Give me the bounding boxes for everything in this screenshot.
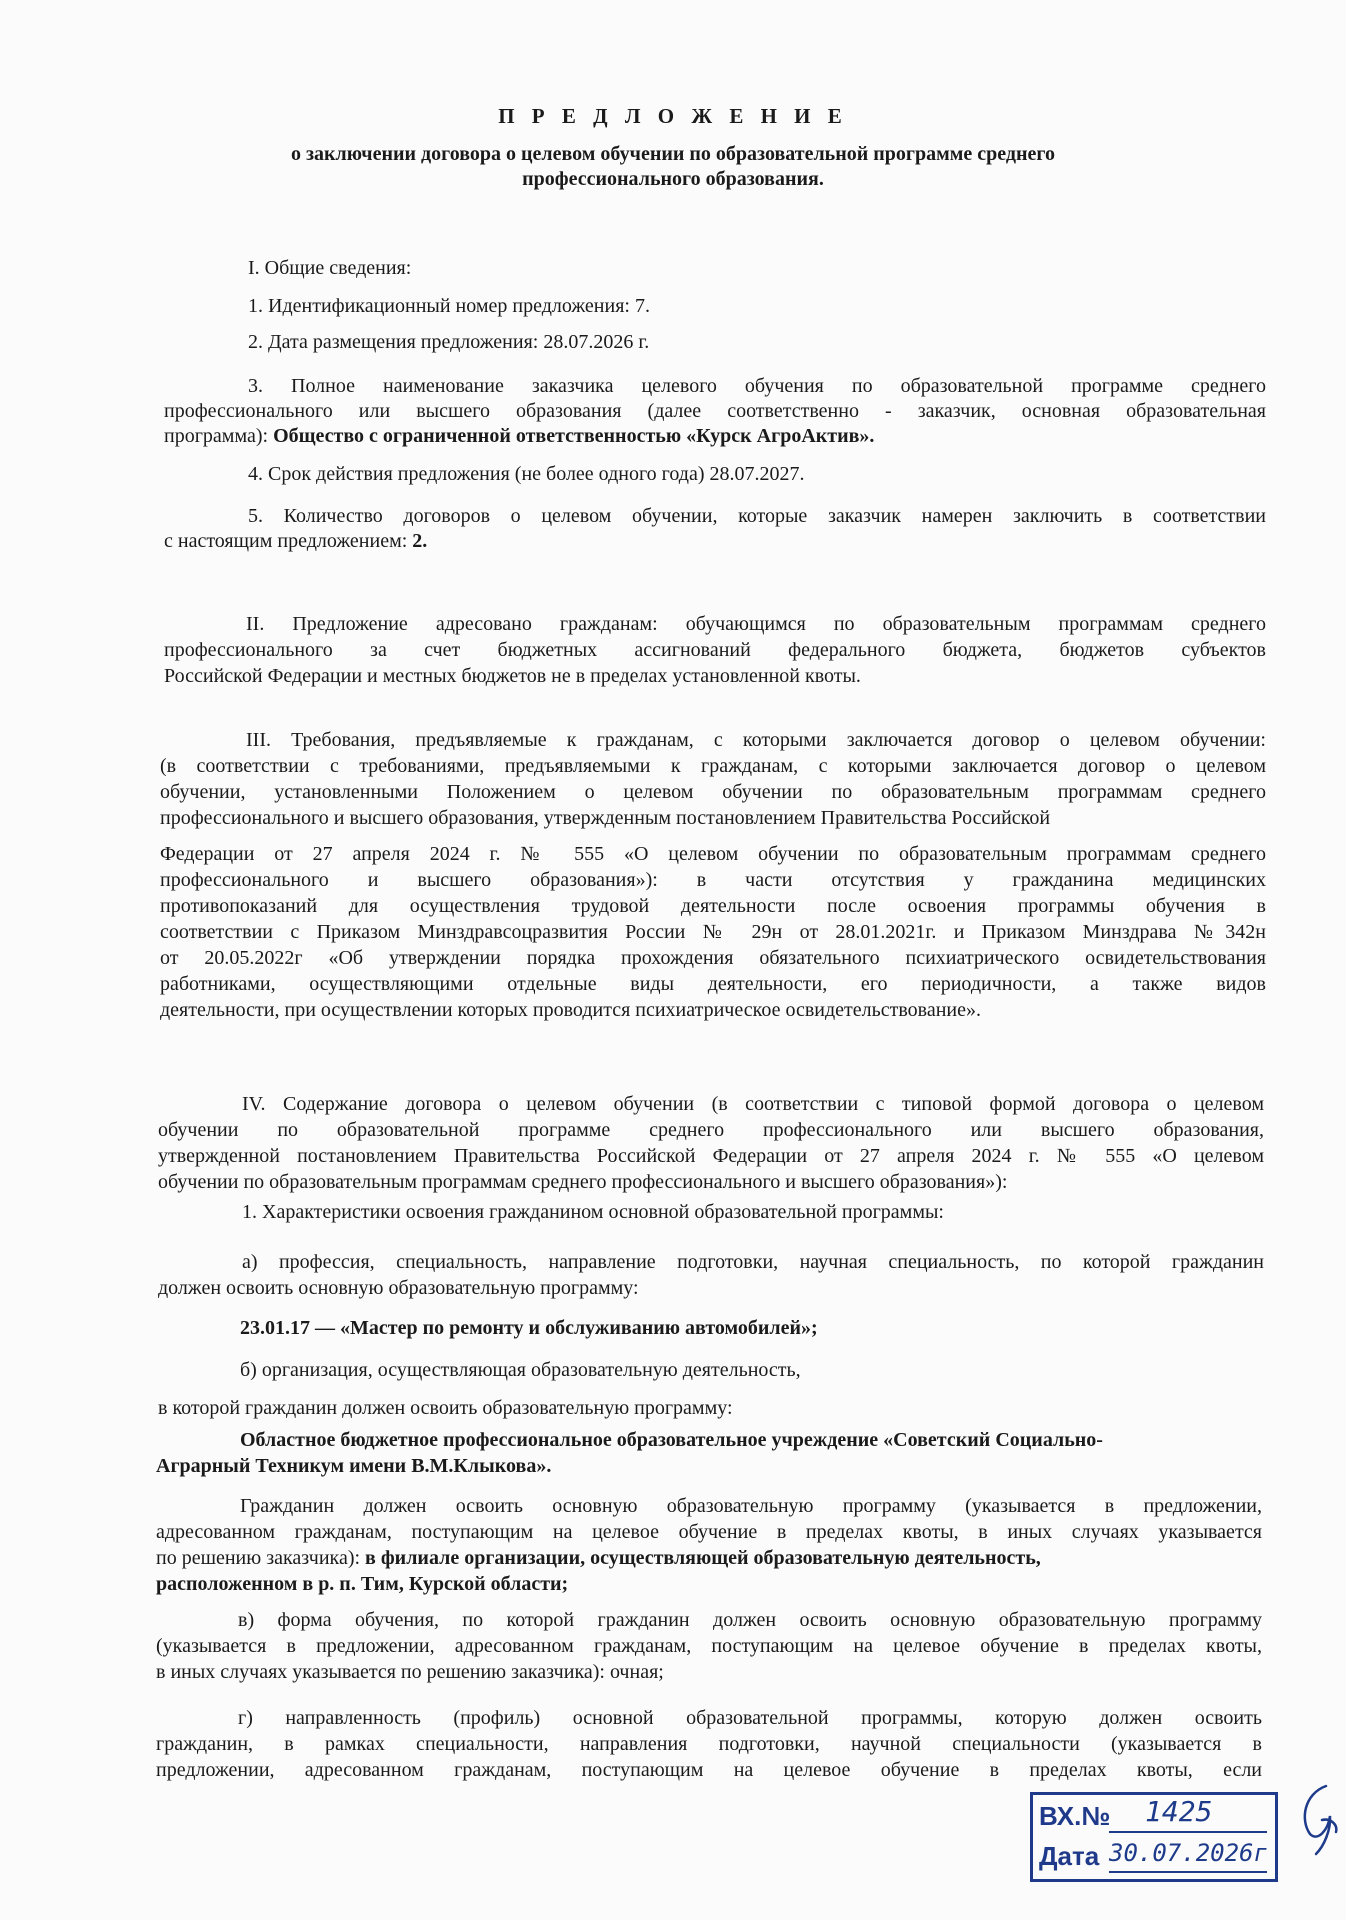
section-4-point-1: 1. Характеристики освоения гражданином основной образовательной программы: (242, 1201, 944, 1223)
incoming-stamp (1030, 1792, 1278, 1882)
section-1-item-3-line-3: программа): Общество с ограниченной ответственностью «Курск АгроАктив». (164, 425, 875, 447)
section-4-gg-line-1: г) направленность (профиль) основной образовательной программы, которую должен освоить (238, 1707, 1262, 1729)
section-3-line-9: от 20.05.2022г «Об утверждении порядка прохождения обязательного психиатрического освидетельствования (160, 947, 1266, 969)
section-4-gg-line-3: предложении, адресованном гражданам, поступающим на целевое обучение в пределах квоты, если (156, 1759, 1262, 1781)
section-1-item-4: 4. Срок действия предложения (не более одного года) 28.07.2027. (248, 463, 805, 485)
stamp-number-value: 1425 (1145, 1795, 1213, 1828)
section-4-g-line-3: по решению заказчика): в филиале организации, осуществляющей образовательную деятельность, (156, 1547, 1041, 1569)
organization-name-line-2: Аграрный Техникум имени В.М.Клыкова». (156, 1455, 552, 1477)
organization-name-line-1: Областное бюджетное профессиональное образовательное учреждение «Советский Социально- (240, 1429, 1103, 1451)
section-1-item-5-line-1: 5. Количество договоров о целевом обучении, которые заказчик намерен заключить в соответствии (248, 505, 1266, 527)
branch-location: в филиале организации, осуществляющей образовательную деятельность, (365, 1547, 1041, 1569)
stamp-number-label: ВХ.№ (1039, 1801, 1111, 1831)
section-4-b-line-1: б) организация, осуществляющая образовательную деятельность, (240, 1359, 801, 1381)
section-3-line-2: (в соответствии с требованиями, предъявляемыми к гражданам, с которыми заключается договор о целевом (160, 755, 1266, 777)
branch-location-line-2: расположенном в р. п. Тим, Курской области; (156, 1573, 569, 1595)
section-4-line-4: обучении по образовательным программам среднего профессионального и высшего образования»): (158, 1171, 1008, 1193)
section-4-a-line-1: а) профессия, специальность, направление подготовки, научная специальность, по которой гражданин (242, 1251, 1264, 1273)
stamp-date-value: 30.07.2026г (1109, 1839, 1268, 1867)
section-1-heading: I. Общие сведения: (248, 257, 412, 279)
section-2-line-3: Российской Федерации и местных бюджетов не в пределах установленной квоты. (164, 665, 861, 687)
handwritten-signature (1296, 1780, 1342, 1860)
document-subtitle-line-2: профессионального образования. (522, 168, 824, 190)
section-3-line-11: деятельности, при осуществлении которых проводится психиатрическое освидетельствование». (160, 999, 981, 1021)
section-3-line-6: профессионального и высшего образования»): в части отсутствия у гражданина медицинских (160, 869, 1266, 891)
section-1-item-1: 1. Идентификационный номер предложения: 7. (248, 295, 650, 317)
specialty-value: 23.01.17 — «Мастер по ремонту и обслуживанию автомобилей»; (240, 1317, 818, 1339)
section-4-g-line-2: адресованном гражданам, поступающим на целевое обучение в пределах квоты, в иных случаях указывается (156, 1521, 1262, 1543)
customer-name: Общество с ограниченной ответственностью «Курск АгроАктив». (273, 425, 875, 447)
section-4-line-3: утвержденной постановлением Правительства Российской Федерации от 27 апреля 2024 г. № 555 «О целевом (158, 1145, 1264, 1167)
section-3-line-5: Федерации от 27 апреля 2024 г. № 555 «О целевом обучении по образовательным программам среднего (160, 843, 1266, 865)
section-1-item-3-line-2: профессионального или высшего образования (далее соответственно - заказчик, основная образовательная (164, 400, 1266, 422)
section-3-line-4: профессионального и высшего образования, утвержденным постановлением Правительства Российской (160, 807, 1051, 829)
section-3-line-10: работниками, осуществляющими отдельные виды деятельности, его периодичности, а также видов (160, 973, 1266, 995)
document-subtitle-line-1: о заключении договора о целевом обучении по образовательной программе среднего (291, 143, 1055, 165)
section-1-item-3-line-1: 3. Полное наименование заказчика целевого обучения по образовательной программе среднего (248, 375, 1266, 397)
section-4-line-2: обучении по образовательной программе среднего профессионального или высшего образования, (158, 1119, 1264, 1141)
section-4-v-line-2: (указывается в предложении, адресованном гражданам, поступающим на целевое обучение в пределах квоты, (156, 1635, 1262, 1657)
section-3-line-8: соответствии с Приказом Минздравсоцразвития России № 29н от 28.01.2021г. и Приказом Минздрава №342н (160, 921, 1266, 943)
section-3-line-7: противопоказаний для осуществления трудовой деятельности после освоения программы обучения в (160, 895, 1266, 917)
section-2-line-2: профессионального за счет бюджетных ассигнований федерального бюджета, бюджетов субъектов (164, 639, 1266, 661)
contracts-count: 2. (412, 530, 428, 552)
section-4-b-line-2: в которой гражданин должен освоить образовательную программу: (158, 1397, 733, 1419)
section-4-gg-line-2: гражданин, в рамках специальности, направления подготовки, научной специальности (указывается в (156, 1733, 1262, 1755)
document-title: П Р Е Д Л О Ж Е Н И Е (498, 104, 848, 128)
section-1-item-2: 2. Дата размещения предложения: 28.07.2026 г. (248, 331, 650, 353)
section-1-item-5-line-2: с настоящим предложением: 2. (164, 530, 428, 552)
section-4-line-1: IV. Содержание договора о целевом обучении (в соответствии с типовой формой договора о целевом (242, 1093, 1264, 1115)
section-4-v-line-3: в иных случаях указывается по решению заказчика): очная; (156, 1661, 664, 1683)
section-3-line-1: III. Требования, предъявляемые к гражданам, с которыми заключается договор о целевом обучении: (246, 729, 1266, 751)
section-3-line-3: обучении, установленными Положением о целевом обучении по образовательным программам среднего (160, 781, 1266, 803)
section-4-g-line-1: Гражданин должен освоить основную образовательную программу (указывается в предложении, (240, 1495, 1262, 1517)
section-4-a-line-2: должен освоить основную образовательную программу: (158, 1277, 639, 1299)
stamp-date-label: Дата (1039, 1841, 1100, 1871)
section-4-v-line-1: в) форма обучения, по которой гражданин должен освоить основную образовательную программу (238, 1609, 1262, 1631)
section-2-line-1: II. Предложение адресовано гражданам: обучающимся по образовательным программам среднего (246, 613, 1266, 635)
